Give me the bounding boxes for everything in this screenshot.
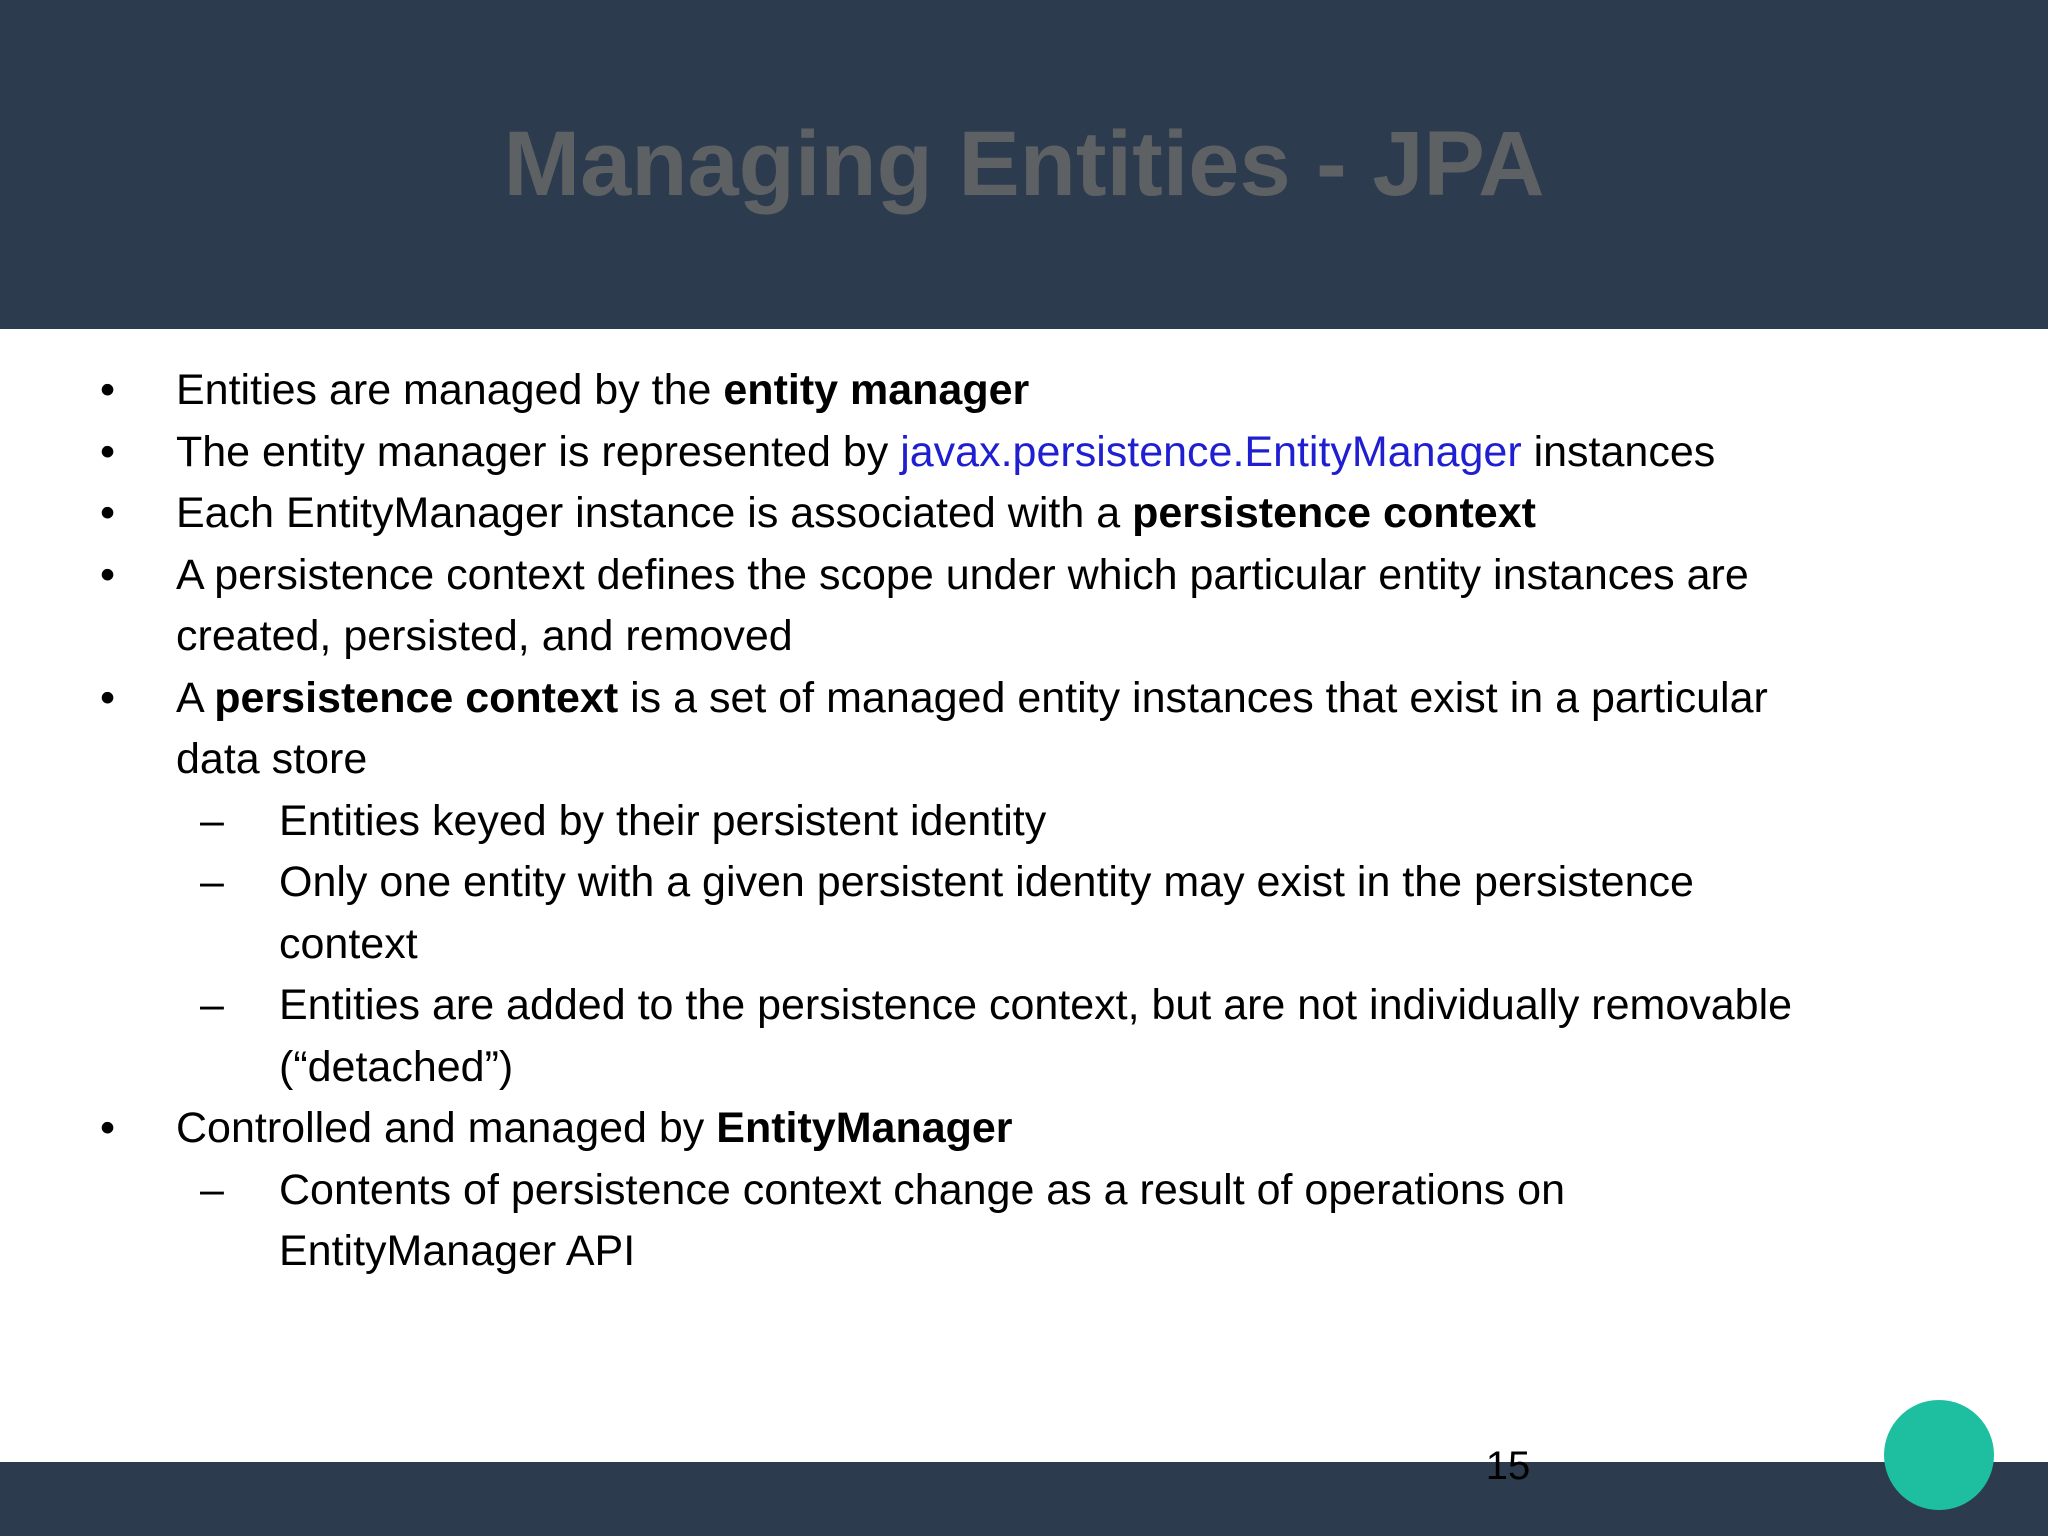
- class-name-text: javax.persistence.EntityManager: [900, 427, 1522, 476]
- text-run: Entities keyed by their persistent identity: [279, 796, 1047, 845]
- dash-marker: –: [200, 796, 224, 845]
- bullet-marker: •: [100, 673, 116, 722]
- bullet-marker: •: [100, 366, 116, 414]
- text-run: Only one entity with a given persistent identity may exist in the persistence: [279, 858, 1694, 906]
- text-run: A: [176, 673, 215, 722]
- text-run: created, persisted, and removed: [176, 612, 793, 660]
- bullet-marker: •: [100, 1104, 116, 1152]
- bullet-text: [176, 606, 793, 667]
- dash-marker: –: [200, 858, 224, 906]
- footer-bar: [0, 1462, 2048, 1536]
- text-run: Each EntityManager instance is associated with a: [176, 489, 1133, 537]
- sub-bullet-text: [279, 852, 1694, 913]
- bullet-marker: •: [100, 427, 116, 476]
- sub-bullet-text: [279, 1221, 635, 1282]
- emphasis-text: entity manager: [723, 366, 1030, 414]
- text-run: context: [279, 919, 418, 968]
- sub-bullet-text: [279, 975, 1792, 1036]
- bullet-text: [176, 360, 1029, 421]
- emphasis-text: EntityManager: [716, 1104, 1013, 1152]
- text-run: Controlled and managed by: [176, 1104, 717, 1152]
- emphasis-text: persistence context: [1132, 489, 1536, 537]
- text-run: is a set of managed entity instances that exist in a particular: [618, 673, 1768, 722]
- sub-bullet-text: [279, 1160, 1565, 1221]
- text-run: The entity manager is represented by: [176, 427, 901, 476]
- bullet-text: [176, 483, 1536, 544]
- slide-title: Managing Entities - JPA: [503, 113, 1545, 215]
- dash-marker: –: [200, 1165, 224, 1214]
- bullet-marker: •: [100, 550, 116, 599]
- text-run: EntityManager API: [279, 1227, 636, 1275]
- dash-marker: –: [200, 981, 224, 1029]
- text-run: Contents of persistence context change as a result of operations on: [279, 1165, 1566, 1214]
- bullet-text: [176, 422, 1715, 483]
- bullet-text: [176, 668, 1768, 729]
- text-run: Entities are managed by the: [176, 366, 724, 414]
- text-run: data store: [176, 735, 368, 783]
- bullet-marker: •: [100, 489, 116, 537]
- bullet-list: [0, 360, 2048, 1300]
- bullet-text: [176, 729, 367, 790]
- text-run: Entities are added to the persistence context, but are not individually removable: [279, 981, 1793, 1029]
- page-number: 15: [1485, 1444, 1531, 1488]
- sub-bullet-text: [279, 914, 418, 975]
- bullet-text: [176, 1098, 1013, 1159]
- sub-bullet-text: [279, 1037, 513, 1098]
- text-run: (“detached”): [279, 1042, 514, 1091]
- text-run: instances: [1521, 427, 1716, 476]
- bullet-text: [176, 545, 1749, 606]
- sub-bullet-text: [279, 791, 1046, 852]
- emphasis-text: persistence context: [214, 673, 619, 722]
- accent-circle: [1884, 1400, 1994, 1510]
- text-run: A persistence context defines the scope under which particular entity instances are: [176, 550, 1749, 599]
